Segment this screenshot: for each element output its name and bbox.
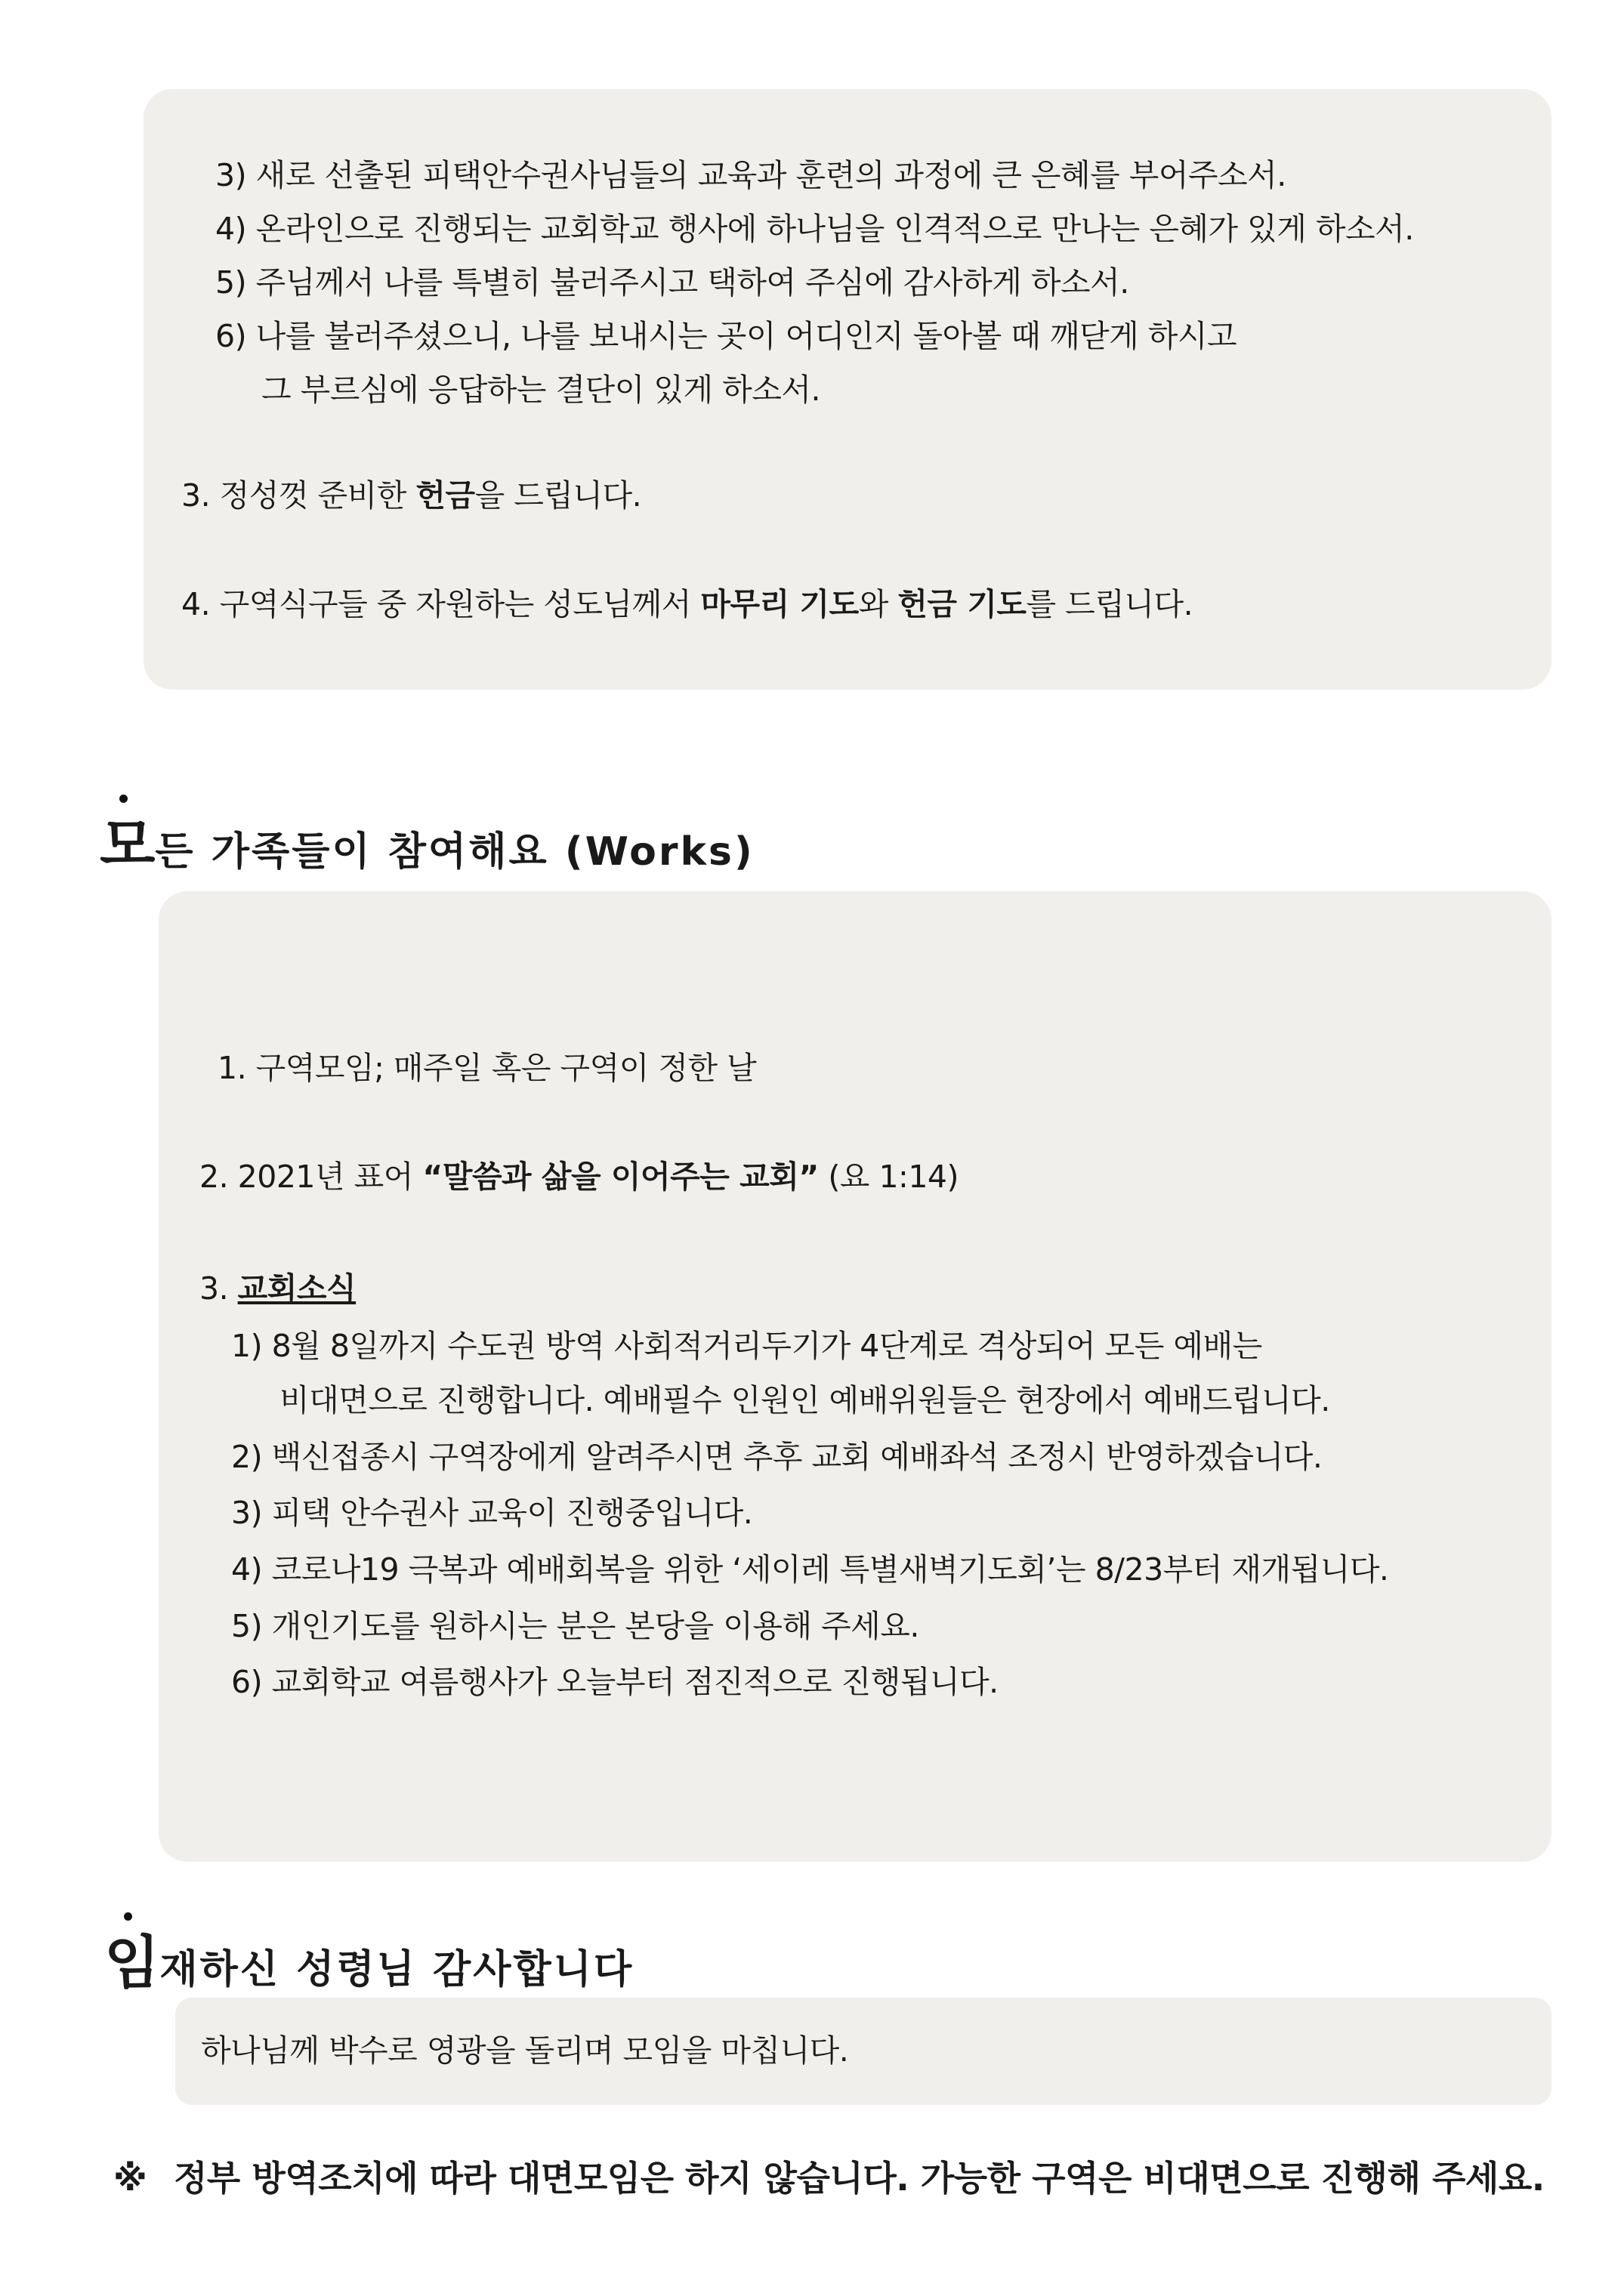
works-item-3-title: 교회소식	[237, 1270, 357, 1307]
works-item-2-prefix: 2. 2021년 표어	[199, 1159, 423, 1195]
prayer-item: 5) 주님께서 나를 특별히 불러주시고 택하여 주심에 감사하게 하소서.	[215, 264, 1129, 301]
works-box	[159, 891, 1551, 1862]
step-4-bold-2: 헌금 기도	[897, 586, 1027, 622]
step-3-offering	[181, 477, 642, 514]
step-4-bold-1: 마무리 기도	[700, 586, 859, 622]
prayer-item: 4) 온라인으로 진행되는 교회학교 행사에 하나님을 인격적으로 만나는 은혜가 있게 하소서.	[215, 211, 1414, 247]
step-4-prayer	[181, 586, 1193, 622]
works-item-3	[199, 1270, 357, 1307]
step-4-mid: 와	[858, 586, 898, 622]
closing-text: 하나님께 박수로 영광을 돌리며 모임을 마칩니다.	[201, 2032, 849, 2069]
news-item: 1) 8월 8일까지 수도권 방역 사회적거리두기가 4단계로 격상되어 모든 예배는	[231, 1328, 1262, 1364]
prayer-item-continued: 그 부르심에 응답하는 결단이 있게 하소서.	[261, 372, 820, 408]
news-item: 6) 교회학교 여름행사가 오늘부터 점진적으로 진행됩니다.	[231, 1664, 999, 1700]
works-heading	[100, 799, 755, 881]
works-heading-text: 든 가족들이 참여해요 (Works)	[155, 829, 755, 875]
notice	[113, 2151, 1545, 2201]
news-item: 4) 코로나19 극복과 예배회복을 위한 ‘세이레 특별새벽기도회’는 8/23부터 재개됩니다.	[231, 1551, 1389, 1588]
step-4-prefix: 4. 구역식구들 중 자원하는 성도님께서	[181, 586, 701, 622]
reference-mark-icon: ※	[113, 2158, 147, 2199]
news-item-continued: 비대면으로 진행합니다. 예배필수 인원인 예배위원들은 현장에서 예배드립니다.	[279, 1382, 1330, 1418]
works-item-1: 1. 구역모임; 매주일 혹은 구역이 정한 날	[218, 1050, 757, 1086]
works-heading-initial: 모	[100, 811, 156, 878]
works-item-2	[199, 1159, 959, 1195]
works-item-2-motto: “말씀과 삶을 이어주는 교회”	[422, 1159, 819, 1195]
news-item: 2) 백신접종시 구역장에게 알려주시면 추후 교회 예배좌석 조정시 반영하겠습니다.	[231, 1439, 1323, 1475]
step-3-prefix: 3. 정성껏 준비한	[181, 477, 416, 514]
closing-heading-text: 재하신 성령님 감사합니다	[159, 1947, 634, 1992]
step-4-suffix: 를 드립니다.	[1026, 586, 1193, 622]
step-3-suffix: 을 드립니다.	[474, 477, 642, 514]
prayer-item: 3) 새로 선출된 피택안수권사님들의 교육과 훈련의 과정에 큰 은혜를 부어주소서.	[215, 157, 1286, 193]
notice-text: 정부 방역조치에 따라 대면모임은 하지 않습니다. 가능한 구역은 비대면으로 진행해 주세요.	[174, 2158, 1545, 2199]
news-item: 3) 피택 안수권사 교육이 진행중입니다.	[231, 1495, 753, 1531]
prayer-item: 6) 나를 불러주셨으니, 나를 보내시는 곳이 어디인지 돌아볼 때 깨닫게 하시고	[215, 318, 1237, 354]
works-item-2-suffix: (요 1:14)	[818, 1159, 959, 1195]
closing-heading-initial: 임	[104, 1929, 160, 1996]
works-item-3-num: 3.	[199, 1270, 238, 1307]
news-item: 5) 개인기도를 원하시는 분은 본당을 이용해 주세요.	[231, 1608, 919, 1644]
step-3-bold: 헌금	[415, 477, 475, 514]
closing-heading	[104, 1917, 634, 1999]
